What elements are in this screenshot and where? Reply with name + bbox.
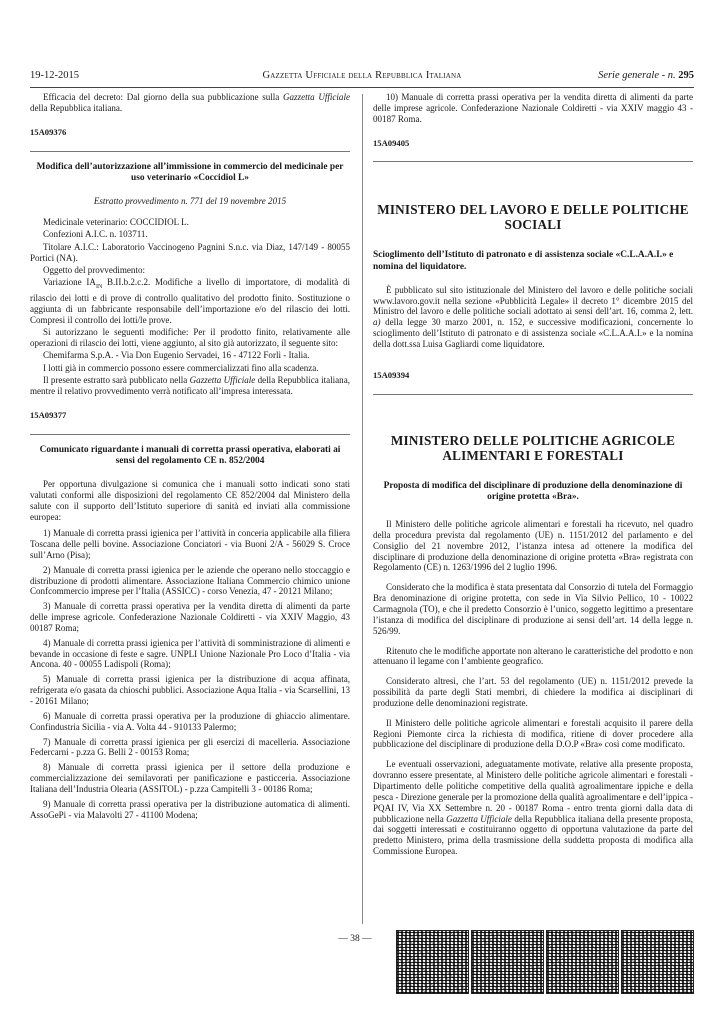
manual-item: 10) Manuale di corretta prassi operativa per la vendita diretta di alimenti da parte delle imprese agricole. Confederazione Nazionale Coldiretti - via XXIV maggio 43 - 00187 Roma. (373, 92, 693, 124)
issue-date: 19-12-2015 (30, 70, 79, 81)
manual-item: 7) Manuale di corretta prassi igienica per gli esercizi di macelleria. Associazione Federcarni - p.zza G. Belli 2 - 00153 Roma; (30, 736, 350, 758)
paragraph: Titolare A.I.C.: Laboratorio Vaccinogeno Pagnini S.n.c. via Diaz, 147/149 - 80055 Portici (NA). (30, 241, 350, 263)
paragraph (373, 285, 693, 350)
text-run: Le eventuali osservazioni, adeguatamente motivate, relative alla presente proposta, dovranno essere presentate, al Ministero delle politiche agricole alimentari e forestali - Dipartimento delle politiche competitive della qualità agroalimentare ippiche e della pesca - Direzione generale per la promozione della qualità agroalimentare e dell’ippica - PQAI IV, Via XX Settembre n. 20 - 00187 Roma - entro trenta giorni dalla data di pubblicazione nella (373, 759, 693, 824)
series-label (598, 70, 694, 81)
subscript: IN (95, 284, 103, 291)
text-run: Il presente estratto sarà pubblicato nella (43, 375, 190, 386)
text-run: della Repubblica italiana. (30, 102, 123, 113)
series-text: Serie generale - n. (598, 70, 676, 81)
gazette-title: Gazzetta Ufficiale della Repubblica Italiana (262, 70, 462, 81)
barcode-image (546, 930, 619, 994)
page-header (30, 70, 694, 84)
text-run-italic: Gazzetta Ufficiale (446, 813, 512, 824)
paragraph: Confezioni A.I.C. n. 103711. (43, 229, 148, 240)
paragraph: Il Ministero delle politiche agricole alimentari e forestali acquisito il parere della Regioni Piemonte circa la richiesta di modifica, ritiene di dover procedere alla pubblicazione del disciplinare di produzione della D.O.P «Bra» così come modificato. (373, 717, 693, 750)
text-run: della Repubblica italiana, mentre il relativo provvedimento verrà notificato all’impresa interessata. (30, 375, 350, 397)
notice-code: 15A09394 (373, 369, 410, 380)
paragraph: Il Ministero delle politiche agricole alimentari e forestali ha ricevuto, nel quadro della procedura prevista dal regolamento (UE) n. 1151/2012 del parlamento e del Consiglio del 21 novembre 2012, l’istanza intesa ad ottenere la modifica del disciplinare di produzione della denominazione di origine protetta «Bra» registrata con Regolamento (CE) n. 1263/1996 del 2 luglio 1996. (373, 519, 693, 573)
left-column (30, 92, 350, 822)
text-run: della Repubblica italiana della presente proposta, dai soggetti interessati e costituiranno oggetto di opportuna valutazione da parte del predetto Ministero, prima della trasmissione della suddetta proposta di modifica alla Commissione Europea. (373, 813, 693, 857)
barcode-image (471, 930, 544, 994)
header-rule (30, 87, 694, 88)
paragraph: Chemifarma S.p.A. - Via Don Eugenio Servadei, 16 - 47122 Forlì - Italia. (43, 350, 310, 361)
paragraph: Oggetto del provvedimento: (43, 264, 146, 275)
section-title: Comunicato riguardante i manuali di corretta prassi operativa, elaborati ai sensi del regolamento CE n. 852/2004 (39, 444, 341, 467)
text-run: Efficacia del decreto: Dal giorno della sua pubblicazione sulla (43, 92, 283, 102)
paragraph: Ritenuto che le modifiche apportate non alterano le caratteristiche del prodotto e non attenuano il legame con l’ambiente geografico. (373, 645, 693, 667)
paragraph (30, 277, 350, 325)
issue-number: 295 (678, 70, 694, 81)
barcode-strip (396, 930, 694, 994)
text-run-italic: Gazzetta Ufficiale (282, 92, 350, 102)
text-run-italic: Gazzetta Ufficiale (189, 375, 256, 386)
notice-code: 15A09376 (30, 126, 67, 137)
notice-code: 15A09405 (373, 137, 410, 148)
paragraph: I lotti già in commercio possono essere commercializzati fino alla scadenza. (43, 362, 319, 373)
right-column (373, 92, 693, 858)
manual-item: 4) Manuale di corretta prassi igienica per l’attività di somministrazione di alimenti e bevande in occasione di feste e sagre. UNPLI Unione Nazionale Pro Loco d’Italia - via Ancona. 40 - 00055 Ladispoli (Roma); (30, 637, 350, 670)
paragraph: Per opportuna divulgazione si comunica che i manuali sotto indicati sono stati valutati conformi alle disposizioni del regolamento CE 852/2004 dal Ministero della salute con il supporto dell’Istituto superiore di sanità ed inviati alla commissione europea: (30, 479, 350, 522)
section-title: Proposta di modifica del disciplinare di produzione della denominazione di origine protetta «Bra». (383, 480, 683, 502)
manual-item: 8) Manuale di corretta prassi igienica per il settore della produzione e commercializzazione dei semilavorati per panificazione e pasticceria. Associazione Italiana dell’Industria Olearia (ASSITOL) - p.zza Campitelli 3 - 00186 Roma; (30, 762, 350, 794)
paragraph (373, 759, 693, 857)
paragraph (30, 375, 350, 397)
paragraph: Si autorizzano le seguenti modifiche: Per il prodotto finito, relativamente alle operazioni di rilascio dei lotti, viene aggiunto, al sito già autorizzato, il seguente sito: (30, 327, 350, 348)
column-divider (362, 94, 363, 924)
section-title: Scioglimento dell’Istituto di patronato e di assistenza sociale «C.L.A.A.I.» e nomina del liquidatore. (373, 250, 674, 272)
section-rule (373, 161, 693, 162)
text-run: B.II.b.2.c.2. Modifiche a livello di importatore, di modalità di rilascio dei lotti e di prove di controllo qualitativo del prodotto finito. Sostituzione o aggiunta di un fabbricante responsabile dell’importazione e/o del rilascio dei lotti. Compresi il controllo dei lotti/le prove. (30, 277, 350, 325)
text-run: della legge 30 marzo 2001, n. 152, e successive modificazioni, concernente lo scioglimento dell’Istituto di patronato e di assistenza sociale «C.L.A.A.I.» e la nomina della dott.ssa Luisa Gagliardi come liquidatore. (373, 317, 693, 349)
manual-item: 2) Manuale di corretta prassi igienica per le aziende che operano nello stoccaggio e distribuzione di prodotti alimentare. Associazione Italiana Commercio chimico unione Confcommercio imprese per l’Italia (ASSICC) - corso Venezia, 47 - 20121 Milano; (30, 564, 350, 597)
section-rule (30, 151, 350, 152)
manual-item: 1) Manuale di corretta prassi igienica per l’attività in conceria applicabile alla filiera Toscana delle pelli bovine. Associazione Conciatori - via Buoni 2/A - 56029 S. Croce sull’Arno (Pisa); (30, 528, 350, 560)
ministry-heading: MINISTERO DELLE POLITICHE AGRICOLE ALIMENTARI E FORESTALI (390, 432, 676, 463)
manual-item: 9) Manuale di corretta prassi operativa per la distribuzione automatica di alimenti. AssoGePi - via Malavolti 27 - 41100 Modena; (30, 798, 350, 820)
efficacia-paragraph (30, 92, 350, 114)
manual-item: 5) Manuale di corretta prassi igienica per la distribuzione di acqua affinata, refrigerata e/o gasata da chioschi pubblici. Associazione Aqua Italia - via Scarsellini, 13 - 20161 Milano; (30, 674, 350, 707)
page-number: — 38 — (338, 934, 372, 944)
text-run: È pubblicato sul sito istituzionale del Ministero del lavoro e delle politiche sociali www.lavoro.gov.it nella sezione «Pubblicità Legale» il decreto 1° dicembre 2015 del Ministro del lavoro e delle politiche sociali adottato ai sensi dell’art. 16, comma 2, lett. (373, 284, 693, 317)
ministry-heading: MINISTERO DEL LAVORO E DELLE POLITICHE SOCIALI (377, 202, 689, 233)
manual-item: 3) Manuale di corretta prassi operativa per la vendita diretta di alimenti da parte delle imprese agricole. Confederazione Nazionale Coldiretti - via XXIV Maggio, 43 00187 Roma; (30, 601, 350, 633)
section-rule (373, 394, 693, 395)
text-run-italic: a) (373, 317, 381, 328)
text-run: Variazione IA (43, 277, 96, 288)
paragraph: Medicinale veterinario: COCCIDIOL L. (43, 216, 189, 227)
notice-code: 15A09377 (30, 409, 67, 420)
paragraph: Considerato altresì, che l’art. 53 del regolamento (UE) n. 1151/2012 prevede la possibilità da parte degli Stati membri, di chiedere la modifica ai disciplinari di produzione delle denominazioni registrate. (373, 676, 693, 708)
section-rule (30, 434, 350, 435)
extract-reference: Estratto provvedimento n. 771 del 19 novembre 2015 (93, 195, 287, 206)
section-title: Modifica dell’autorizzazione all’immissione in commercio del medicinale per uso veterinario «Coccidiol L» (36, 161, 344, 183)
manual-item: 6) Manuale di corretta prassi operativa per la produzione di ghiaccio alimentare. Confindustria Sicilia - via A. Volta 44 - 910133 Palermo; (30, 710, 350, 732)
barcode-image (396, 930, 469, 994)
barcode-image (621, 930, 694, 994)
paragraph: Considerato che la modifica è stata presentata dal Consorzio di tutela del Formaggio Bra denominazione di origine protetta, con sede in Via Silvio Pellico, 10 - 10022 Carmagnola (TO), e che il predetto Consorzio è l’unico, soggetto legittimo a presentare l’istanza di modifica del disciplinare di produzione ai sensi dell’art. 14 della legge n. 526/99. (373, 582, 693, 636)
